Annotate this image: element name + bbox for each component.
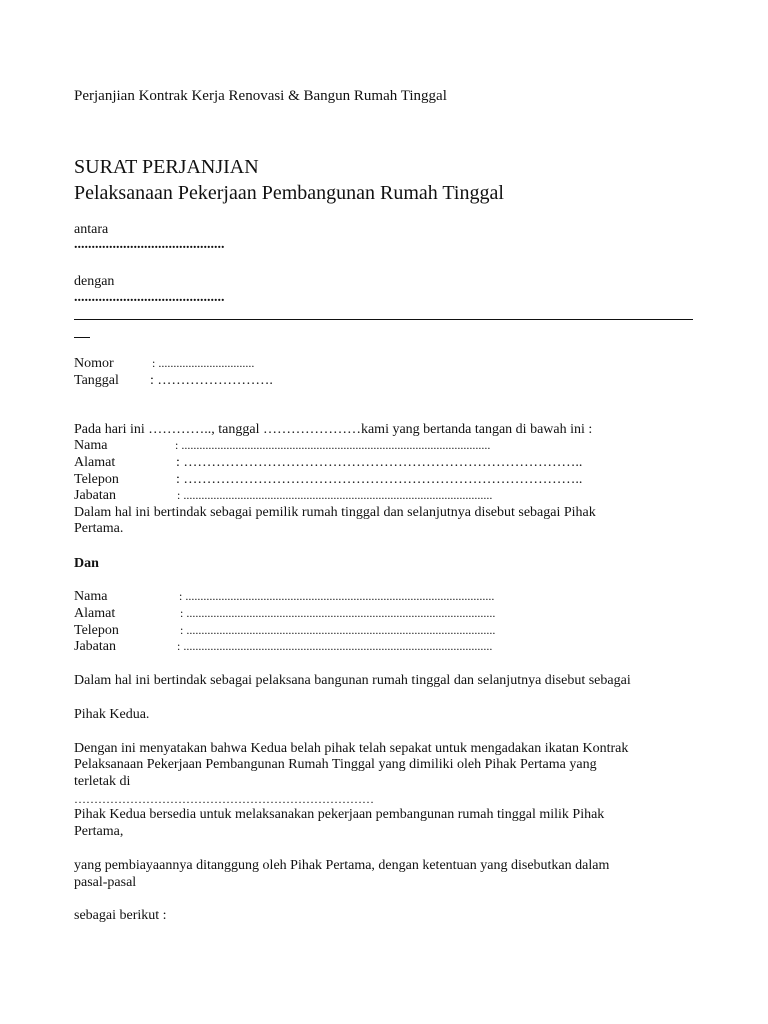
rule-continuation (74, 337, 90, 338)
pihak1-alamat-label: Alamat (74, 455, 116, 470)
antara-blank: ........................................... (74, 237, 225, 252)
pihak2-jabatan-label: Jabatan (74, 639, 116, 654)
financing-paragraph-line1: yang pembiayaannya ditanggung oleh Pihak Pertama, dengan ketentuan yang disebutkan dalam (74, 858, 610, 873)
nomor-label: Nomor (74, 356, 114, 371)
pihak1-nama-value: : ....................................................................................................... (175, 438, 491, 452)
pihak2-telepon-label: Telepon (74, 623, 119, 638)
financing-paragraph-line2: pasal-pasal (74, 875, 137, 890)
pihak2-telepon-value: : ....................................................................................................... (180, 623, 496, 637)
pihak1-description-line2: Pertama. (74, 521, 124, 536)
dengan-label: dengan (74, 274, 115, 289)
tanggal-value: : ……………………. (150, 373, 273, 388)
opening-sentence: Pada hari ini ………….., tanggal …………………kami yang bertanda tangan di bawah ini : (74, 422, 593, 437)
pihak2-description-line1: Dalam hal ini bertindak sebagai pelaksana bangunan rumah tinggal dan selanjutnya disebut sebagai (74, 673, 631, 688)
document-subtitle: Pelaksanaan Pekerjaan Pembangunan Rumah Tinggal (74, 182, 504, 204)
pihak1-telepon-value: : ………………………………………………………………………….. (176, 472, 583, 487)
pihak2-alamat-value: : ....................................................................................................... (180, 606, 496, 620)
pihak2-telepon-row (74, 622, 496, 639)
agreement-paragraph-line2: Pelaksanaan Pekerjaan Pembangunan Rumah Tinggal yang dimiliki oleh Pihak Pertama yang (74, 757, 597, 772)
pihak2-alamat-row (74, 605, 496, 622)
document-header-title: Perjanjian Kontrak Kerja Renovasi & Bangun Rumah Tinggal (74, 88, 447, 104)
pihak2-description-line2: Pihak Kedua. (74, 707, 150, 722)
nomor-value: : ................................ (152, 356, 255, 370)
dengan-blank: ........................................... (74, 290, 225, 305)
pihak1-jabatan-label: Jabatan (74, 488, 116, 503)
pihak2-jabatan-value: : ....................................................................................................... (177, 639, 493, 653)
pihak-kedua-paragraph-line2: Pertama, (74, 824, 124, 839)
pihak1-telepon-label: Telepon (74, 472, 119, 487)
pihak1-jabatan-row (74, 487, 493, 504)
agreement-paragraph-line1: Dengan ini menyatakan bahwa Kedua belah pihak telah sepakat untuk mengadakan ikatan Kontrak (74, 741, 629, 756)
pihak1-alamat-value: : ………………………………………………………………………….. (176, 455, 583, 470)
pihak1-nama-row (74, 437, 491, 454)
pihak2-nama-row (74, 588, 495, 605)
tanggal-row (74, 372, 273, 389)
location-blank: ………………………………………………………………… (74, 792, 374, 806)
pihak2-nama-value: : ....................................................................................................... (179, 589, 495, 603)
horizontal-rule (74, 319, 693, 320)
pihak1-description-line1: Dalam hal ini bertindak sebagai pemilik rumah tinggal dan selanjutnya disebut sebagai Pihak (74, 505, 596, 520)
pihak2-nama-label: Nama (74, 589, 108, 604)
pihak2-jabatan-row (74, 638, 493, 655)
pihak1-telepon-row (74, 471, 583, 488)
pihak-kedua-paragraph-line1: Pihak Kedua bersedia untuk melaksanakan pekerjaan pembangunan rumah tinggal milik Pihak (74, 807, 605, 822)
pihak1-jabatan-value: : ....................................................................................................... (177, 488, 493, 502)
pihak1-nama-label: Nama (74, 438, 108, 453)
document-title: SURAT PERJANJIAN (74, 156, 259, 178)
antara-label: antara (74, 222, 109, 237)
nomor-row (74, 355, 255, 372)
pihak2-alamat-label: Alamat (74, 606, 116, 621)
tanggal-label: Tanggal (74, 373, 119, 388)
dan-heading: Dan (74, 556, 99, 571)
closing-line: sebagai berikut : (74, 908, 167, 923)
agreement-paragraph-line3: terletak di (74, 774, 131, 789)
pihak1-alamat-row (74, 454, 583, 471)
